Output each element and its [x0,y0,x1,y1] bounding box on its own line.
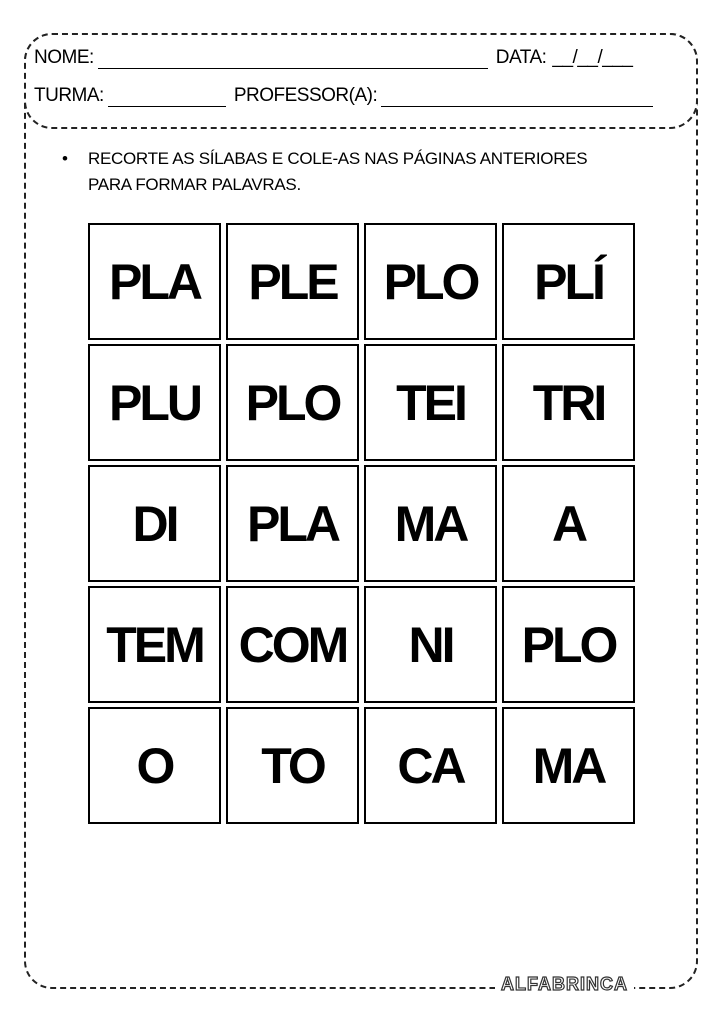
syllable-card: NI [364,586,497,703]
teacher-label: PROFESSOR(A): [233,85,378,106]
teacher-field[interactable] [381,88,653,107]
syllable-card: PLA [226,465,359,582]
syllable-card: PLO [226,344,359,461]
syllable-card: PLU [88,344,221,461]
syllable-card: MA [502,707,635,824]
syllable-card: O [88,707,221,824]
syllable-card: TO [226,707,359,824]
header-box [24,33,698,129]
brand-logo: ALFABRINCA [495,974,634,995]
name-field[interactable] [98,50,488,69]
syllable-card: PLA [88,223,221,340]
instruction-line-1: RECORTE AS SÍLABAS E COLE-AS NAS PÁGINAS ANTERIORES [88,149,588,168]
syllable-card: PLO [364,223,497,340]
date-label: DATA: [495,47,547,68]
class-label: TURMA: [34,85,104,106]
instruction-line-2: PARA FORMAR PALAVRAS. [88,175,301,194]
syllable-card: COM [226,586,359,703]
instruction [62,146,588,198]
syllable-card: PLO [502,586,635,703]
name-row [34,47,632,69]
syllable-card: CA [364,707,497,824]
syllable-card: TRI [502,344,635,461]
syllable-card: TEI [364,344,497,461]
syllable-card: TEM [88,586,221,703]
class-row [34,85,657,107]
date-field[interactable]: __/__/___ [552,47,633,68]
class-field[interactable] [108,88,226,107]
syllable-card: DI [88,465,221,582]
bullet-icon: • [62,149,68,168]
name-label: NOME: [34,47,94,68]
syllable-card: MA [364,465,497,582]
syllable-card: PLE [226,223,359,340]
syllable-card: PLÍ [502,223,635,340]
syllable-card: A [502,465,635,582]
